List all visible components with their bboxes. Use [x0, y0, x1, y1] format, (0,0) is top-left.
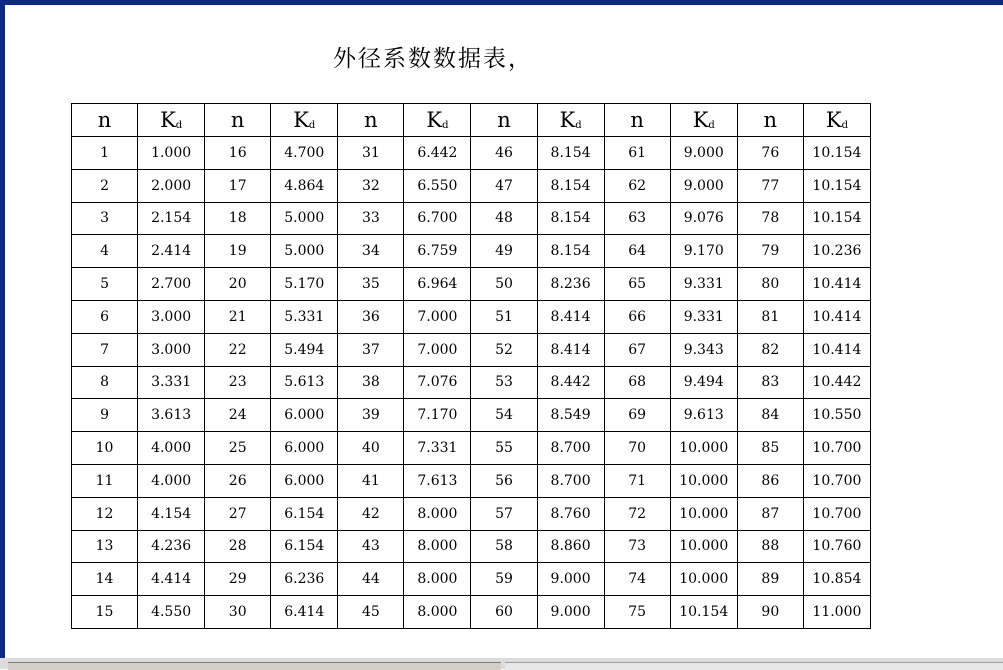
n-cell: 16	[205, 137, 271, 170]
kd-cell: 3.000	[138, 333, 205, 366]
n-cell: 12	[72, 497, 138, 530]
kd-cell: 8.000	[404, 530, 471, 563]
table-row	[72, 137, 871, 170]
table-row	[72, 530, 871, 563]
kd-cell: 10.550	[803, 399, 870, 432]
n-cell: 31	[338, 137, 404, 170]
kd-cell: 6.700	[404, 202, 471, 235]
kd-cell: 7.170	[404, 399, 471, 432]
kd-cell: 10.760	[803, 530, 870, 563]
kd-cell: 10.414	[803, 333, 870, 366]
kd-cell: 8.000	[404, 596, 471, 629]
n-cell: 11	[72, 464, 138, 497]
kd-cell: 2.414	[138, 235, 205, 268]
n-cell: 43	[338, 530, 404, 563]
kd-cell: 5.331	[271, 300, 338, 333]
kd-cell: 2.000	[138, 169, 205, 202]
n-cell: 22	[205, 333, 271, 366]
n-cell: 30	[205, 596, 271, 629]
kd-cell: 4.154	[138, 497, 205, 530]
n-cell: 85	[737, 432, 803, 465]
kd-cell: 2.700	[138, 268, 205, 301]
kd-cell: 7.076	[404, 366, 471, 399]
n-cell: 63	[604, 202, 670, 235]
n-cell: 7	[72, 333, 138, 366]
n-cell: 17	[205, 169, 271, 202]
n-cell: 1	[72, 137, 138, 170]
n-cell: 62	[604, 169, 670, 202]
kd-cell: 6.759	[404, 235, 471, 268]
kd-cell: 8.154	[537, 202, 604, 235]
n-cell: 36	[338, 300, 404, 333]
column-header	[404, 104, 471, 137]
kd-cell: 6.000	[271, 432, 338, 465]
column-header-label: n	[364, 108, 378, 132]
kd-cell: 9.000	[670, 169, 737, 202]
kd-cell: 8.000	[404, 563, 471, 596]
column-header	[138, 104, 205, 137]
n-cell: 72	[604, 497, 670, 530]
n-cell: 66	[604, 300, 670, 333]
n-cell: 82	[737, 333, 803, 366]
table-row	[72, 366, 871, 399]
column-header-label: K	[825, 108, 842, 132]
table-row	[72, 300, 871, 333]
n-cell: 69	[604, 399, 670, 432]
kd-cell: 8.000	[404, 497, 471, 530]
n-cell: 67	[604, 333, 670, 366]
kd-cell: 10.154	[803, 137, 870, 170]
kd-cell: 4.000	[138, 464, 205, 497]
table-header-row	[72, 104, 871, 137]
n-cell: 38	[338, 366, 404, 399]
n-cell: 47	[471, 169, 537, 202]
n-cell: 61	[604, 137, 670, 170]
n-cell: 20	[205, 268, 271, 301]
kd-cell: 2.154	[138, 202, 205, 235]
n-cell: 24	[205, 399, 271, 432]
n-cell: 9	[72, 399, 138, 432]
kd-cell: 6.000	[271, 399, 338, 432]
n-cell: 13	[72, 530, 138, 563]
column-header-subscript: d	[308, 120, 316, 131]
kd-cell: 10.000	[670, 563, 737, 596]
n-cell: 52	[471, 333, 537, 366]
n-cell: 35	[338, 268, 404, 301]
n-cell: 29	[205, 563, 271, 596]
table-row	[72, 563, 871, 596]
kd-cell: 7.331	[404, 432, 471, 465]
n-cell: 26	[205, 464, 271, 497]
kd-cell: 8.760	[537, 497, 604, 530]
n-cell: 79	[737, 235, 803, 268]
kd-cell: 10.700	[803, 464, 870, 497]
kd-cell: 6.550	[404, 169, 471, 202]
kd-cell: 4.236	[138, 530, 205, 563]
column-header-label: K	[426, 108, 443, 132]
n-cell: 46	[471, 137, 537, 170]
n-cell: 2	[72, 169, 138, 202]
kd-cell: 4.414	[138, 563, 205, 596]
kd-cell: 6.414	[271, 596, 338, 629]
n-cell: 75	[604, 596, 670, 629]
n-cell: 76	[737, 137, 803, 170]
n-cell: 23	[205, 366, 271, 399]
column-header	[803, 104, 870, 137]
n-cell: 89	[737, 563, 803, 596]
column-header	[737, 104, 803, 137]
kd-cell: 9.343	[670, 333, 737, 366]
n-cell: 44	[338, 563, 404, 596]
n-cell: 86	[737, 464, 803, 497]
kd-cell: 4.864	[271, 169, 338, 202]
kd-cell: 8.154	[537, 169, 604, 202]
kd-cell: 10.000	[670, 530, 737, 563]
window-frame-top	[0, 0, 1003, 5]
kd-cell: 8.414	[537, 333, 604, 366]
column-header-subscript: d	[841, 120, 848, 131]
kd-cell: 10.154	[803, 169, 870, 202]
kd-cell: 9.000	[537, 563, 604, 596]
column-header	[338, 104, 404, 137]
n-cell: 60	[471, 596, 537, 629]
column-header	[271, 104, 338, 137]
kd-cell: 8.549	[537, 399, 604, 432]
n-cell: 41	[338, 464, 404, 497]
table-row	[72, 399, 871, 432]
kd-cell: 10.000	[670, 432, 737, 465]
kd-cell: 4.700	[271, 137, 338, 170]
kd-cell: 10.700	[803, 432, 870, 465]
column-header	[205, 104, 271, 137]
column-header-label: n	[763, 108, 778, 132]
kd-cell: 10.154	[803, 202, 870, 235]
kd-cell: 7.000	[404, 300, 471, 333]
kd-cell: 5.000	[271, 235, 338, 268]
kd-cell: 8.236	[537, 268, 604, 301]
kd-cell: 6.442	[404, 137, 471, 170]
n-cell: 68	[604, 366, 670, 399]
table-row	[72, 333, 871, 366]
window-frame-left	[0, 0, 5, 669]
kd-cell: 7.000	[404, 333, 471, 366]
kd-cell: 10.000	[670, 497, 737, 530]
n-cell: 54	[471, 399, 537, 432]
n-cell: 42	[338, 497, 404, 530]
n-cell: 64	[604, 235, 670, 268]
kd-cell: 3.331	[138, 366, 205, 399]
n-cell: 81	[737, 300, 803, 333]
kd-cell: 5.494	[271, 333, 338, 366]
n-cell: 3	[72, 202, 138, 235]
table-row	[72, 432, 871, 465]
kd-cell: 10.854	[803, 563, 870, 596]
n-cell: 50	[471, 268, 537, 301]
kd-cell: 8.860	[537, 530, 604, 563]
n-cell: 73	[604, 530, 670, 563]
column-header-label: K	[160, 108, 176, 132]
n-cell: 8	[72, 366, 138, 399]
n-cell: 59	[471, 563, 537, 596]
kd-cell: 8.442	[537, 366, 604, 399]
column-header-subscript: d	[442, 120, 449, 131]
column-header-label: n	[97, 108, 112, 132]
n-cell: 19	[205, 235, 271, 268]
n-cell: 90	[737, 596, 803, 629]
kd-cell: 9.170	[670, 235, 737, 268]
column-header-label: n	[230, 108, 245, 132]
n-cell: 80	[737, 268, 803, 301]
kd-cell: 9.000	[537, 596, 604, 629]
n-cell: 34	[338, 235, 404, 268]
column-header-label: K	[559, 108, 576, 132]
kd-cell: 8.154	[537, 137, 604, 170]
n-cell: 28	[205, 530, 271, 563]
kd-cell: 9.000	[670, 137, 737, 170]
kd-cell: 10.700	[803, 497, 870, 530]
n-cell: 4	[72, 235, 138, 268]
n-cell: 32	[338, 169, 404, 202]
n-cell: 14	[72, 563, 138, 596]
n-cell: 88	[737, 530, 803, 563]
n-cell: 39	[338, 399, 404, 432]
kd-cell: 4.550	[138, 596, 205, 629]
n-cell: 51	[471, 300, 537, 333]
table-row	[72, 464, 871, 497]
kd-cell: 1.000	[138, 137, 205, 170]
n-cell: 78	[737, 202, 803, 235]
kd-cell: 3.613	[138, 399, 205, 432]
n-cell: 55	[471, 432, 537, 465]
n-cell: 45	[338, 596, 404, 629]
kd-cell: 10.154	[670, 596, 737, 629]
n-cell: 25	[205, 432, 271, 465]
column-header-label: K	[293, 108, 309, 132]
kd-cell: 6.000	[271, 464, 338, 497]
kd-cell: 8.414	[537, 300, 604, 333]
n-cell: 83	[737, 366, 803, 399]
coefficient-table	[71, 103, 871, 629]
page-title: 外径系数数据表，	[333, 46, 533, 72]
kd-cell: 6.964	[404, 268, 471, 301]
kd-cell: 6.154	[271, 530, 338, 563]
n-cell: 87	[737, 497, 803, 530]
kd-cell: 7.613	[404, 464, 471, 497]
kd-cell: 3.000	[138, 300, 205, 333]
kd-cell: 5.613	[271, 366, 338, 399]
n-cell: 37	[338, 333, 404, 366]
column-header-label: K	[692, 108, 709, 132]
table-row	[72, 268, 871, 301]
n-cell: 27	[205, 497, 271, 530]
n-cell: 10	[72, 432, 138, 465]
kd-cell: 11.000	[803, 596, 870, 629]
kd-cell: 9.494	[670, 366, 737, 399]
kd-cell: 8.154	[537, 235, 604, 268]
column-header-label: n	[497, 108, 511, 132]
kd-cell: 6.236	[271, 563, 338, 596]
kd-cell: 5.000	[271, 202, 338, 235]
n-cell: 57	[471, 497, 537, 530]
table-body	[72, 137, 871, 629]
n-cell: 6	[72, 300, 138, 333]
n-cell: 48	[471, 202, 537, 235]
table-row	[72, 169, 871, 202]
kd-cell: 10.236	[803, 235, 870, 268]
table-row	[72, 497, 871, 530]
n-cell: 33	[338, 202, 404, 235]
kd-cell: 10.414	[803, 268, 870, 301]
n-cell: 84	[737, 399, 803, 432]
column-header	[72, 104, 138, 137]
n-cell: 5	[72, 268, 138, 301]
kd-cell: 9.613	[670, 399, 737, 432]
kd-cell: 10.414	[803, 300, 870, 333]
n-cell: 71	[604, 464, 670, 497]
n-cell: 49	[471, 235, 537, 268]
kd-cell: 9.331	[670, 268, 737, 301]
kd-cell: 10.000	[670, 464, 737, 497]
kd-cell: 9.076	[670, 202, 737, 235]
n-cell: 18	[205, 202, 271, 235]
n-cell: 58	[471, 530, 537, 563]
column-header-subscript: d	[708, 120, 715, 131]
column-header	[537, 104, 604, 137]
n-cell: 70	[604, 432, 670, 465]
kd-cell: 8.700	[537, 464, 604, 497]
kd-cell: 6.154	[271, 497, 338, 530]
n-cell: 21	[205, 300, 271, 333]
n-cell: 40	[338, 432, 404, 465]
n-cell: 65	[604, 268, 670, 301]
column-header-label: n	[630, 108, 644, 132]
table-row	[72, 235, 871, 268]
column-header	[604, 104, 670, 137]
kd-cell: 4.000	[138, 432, 205, 465]
column-header-subscript: d	[575, 120, 582, 131]
column-header	[471, 104, 537, 137]
n-cell: 56	[471, 464, 537, 497]
n-cell: 53	[471, 366, 537, 399]
kd-cell: 9.331	[670, 300, 737, 333]
table-row	[72, 596, 871, 629]
column-header	[670, 104, 737, 137]
n-cell: 74	[604, 563, 670, 596]
column-header-subscript: d	[175, 120, 183, 131]
kd-cell: 8.700	[537, 432, 604, 465]
table-row	[72, 202, 871, 235]
n-cell: 77	[737, 169, 803, 202]
n-cell: 15	[72, 596, 138, 629]
kd-cell: 10.442	[803, 366, 870, 399]
kd-cell: 5.170	[271, 268, 338, 301]
